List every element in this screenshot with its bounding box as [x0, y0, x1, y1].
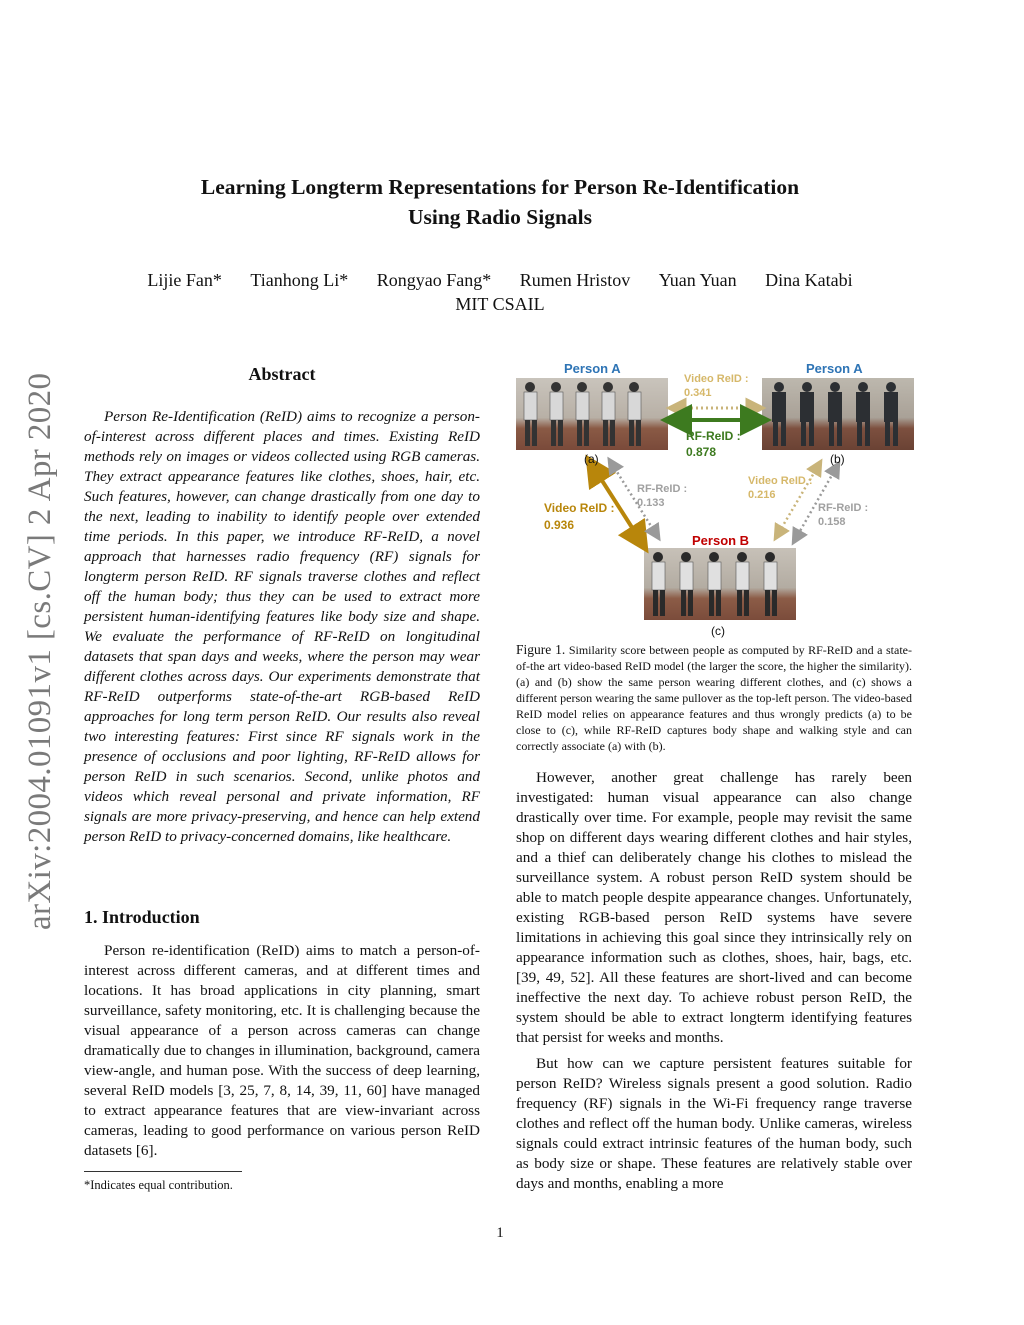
title-line-1: Learning Longterm Representations for Person Re-Identification [200, 175, 800, 199]
top-video-score [684, 372, 749, 400]
label-person-a-left: Person A [564, 361, 621, 376]
top-rf-label: RF-ReID : [686, 429, 741, 443]
left-rf-label: RF-ReID : [637, 483, 688, 495]
left-rf-score [637, 482, 687, 510]
paper-title [0, 172, 1000, 232]
right-rf-label: RF-ReID : [818, 502, 869, 514]
label-a: (a) [584, 452, 599, 466]
top-video-label: Video ReID : [684, 373, 749, 385]
caption-label: Figure 1. [516, 642, 566, 657]
affiliation: MIT CSAIL [455, 294, 545, 314]
author: Lijie Fan* [147, 270, 222, 290]
abstract-text: Person Re-Identification (ReID) aims to recognize a person-of-interest across different places and times. Existing ReID methods rely on images or videos collected using RGB cameras. They extract appearance features like clothes, shoes, hair, etc. Such features, however, can change drastically from one day to the next, leading to inability to identify people over extended time periods. In this paper, we introduce RF-ReID, a novel approach that harnesses radio frequency (RF) signals for longterm person ReID. RF signals traverse clothes and reflect off the human body; thus they can be used to extract more persistent human-identifying features like body size and shape. We evaluate the performance of RF-ReID on longitudinal datasets that span days and weeks, where the person may wear different clothes across days. Our experiments demonstrate that RF-ReID outperforms state-of-the-art RGB-based ReID approaches for long term person ReID. Our results also reveal two interesting features: First since RF signals work in the presence of occlusions and poor lighting, RF-ReID allows for person ReID in such scenarios. Second, unlike photos and videos which reveal personal and private information, RF signals are more privacy-preserving, and hence can help extend person ReID to privacy-concerned domains, like healthcare. [84, 408, 480, 845]
right-rf-value: 0.158 [818, 516, 846, 528]
label-b: (b) [830, 452, 845, 466]
author-list [0, 270, 1000, 291]
author: Dina Katabi [765, 270, 853, 290]
top-video-value: 0.341 [684, 387, 712, 399]
author: Yuan Yuan [658, 270, 737, 290]
caption-text: Similarity score between people as computed by RF-ReID and a state-of-the art video-based ReID model (the larger the score, the higher the similarity). (a) and (b) show the same person wearing different clothes, and (c) shows a different person wearing the same pullover as the top-left person. The video-based ReID model relies on appearance features and thus wrongly predicts (a) to be close to (c), while RF-ReID captures body shape and walking style and can correctly associate (a) with (b). [516, 643, 913, 753]
footnote-divider [84, 1171, 242, 1172]
figure-1 [516, 358, 916, 640]
top-rf-score [686, 428, 741, 460]
introduction-paragraph-1: Person re-identification (ReID) aims to match a person-of-interest across different cameras, and at different times and locations. It has broad applications in city planning, smart surveillance, safety monitoring, etc. It is challenging because the visual appearance of a person across cameras can change dramatically due to changes in illumination, background, camera view-angle, and human pose. With the success of deep learning, several ReID models [3, 25, 7, 8, 14, 39, 11, 60] have managed to extract appearance features that are view-invariant across cameras, leading to good performance on various person ReID datasets [6]. [84, 942, 480, 1159]
author: Rumen Hristov [519, 270, 631, 290]
top-rf-value: 0.878 [686, 445, 717, 459]
abstract-heading: Abstract [248, 364, 316, 384]
left-video-value: 0.936 [544, 518, 575, 532]
page-number: 1 [496, 1225, 504, 1241]
footnote: *Indicates equal contribution. [84, 1178, 233, 1192]
author: Rongyao Fang* [376, 270, 492, 290]
introduction-paragraph-2: However, another great challenge has rarely been investigated: human visual appearance can also change drastically over time. For example, people may revisit the same shop on different days wearing different clothes and hair styles, and a thief can deliberately change his clothes to mislead the surveillance system. A robust person ReID system should be able to match people despite appearance changes. Unfortunately, existing RGB-based person ReID systems have severe limitations in achieving this goal since they intrinsically rely on appearance information such as clothes, shoes, hair, bags, etc. [39, 49, 52]. All these features are short-lived and can become ineffective the next day. To achieve robust person ReID, the system should be able to extract longterm identifying features that persist for weeks and months. [516, 769, 912, 1046]
label-person-b: Person B [692, 533, 750, 548]
right-rf-score [818, 501, 868, 529]
introduction-paragraph-3: But how can we capture persistent features suitable for person ReID? Wireless signals present a good solution. Radio frequency (RF) signals in the Wi-Fi frequency range traverse clothes and reflect off the human body. Unlike cameras, wireless signals could extract intrinsic features of the human body, such as body size or shape. These features are relatively stable over days and months, enabling a more [516, 1055, 912, 1192]
author: Tianhong Li* [250, 270, 349, 290]
right-video-value: 0.216 [748, 489, 776, 501]
left-video-score [544, 500, 614, 534]
arxiv-identifier: arXiv:2004.01091v1 [cs.CV] 2 Apr 2020 [22, 372, 58, 930]
introduction-heading: 1. Introduction [84, 907, 200, 927]
left-video-label: Video ReID : [544, 501, 615, 515]
label-person-a-right: Person A [806, 361, 863, 376]
title-line-2: Using Radio Signals [407, 205, 592, 229]
left-rf-value: 0.133 [637, 497, 665, 509]
right-video-score [748, 474, 813, 502]
figure-overlay [516, 358, 916, 640]
right-video-label: Video ReID : [748, 475, 813, 487]
label-c: (c) [711, 624, 725, 638]
figure-1-caption [516, 642, 912, 754]
